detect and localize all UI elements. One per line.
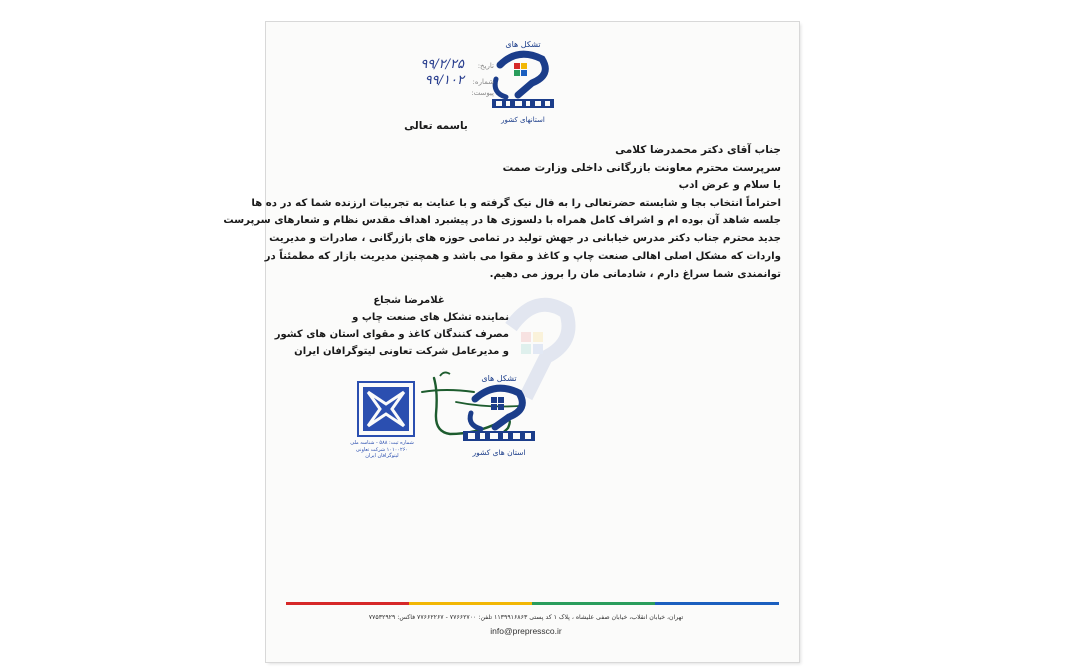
association-stamp-logo-icon [459, 383, 539, 443]
body-paragraph [223, 195, 781, 284]
body-line: جدید محترم جناب دکتر مدرس خیابانی در جهش تولید در تمامی حوزه های بازرگانی ، صادرات و مدیریت [269, 233, 781, 245]
body-line: توانمندی شما سراغ دارم ، شادمانی مان را بروز می دهیم. [489, 268, 781, 280]
date-value: ۹۹/۲/۲۵ [420, 57, 464, 72]
number-value: ۹۹/۱۰۲ [424, 73, 464, 88]
body-line: احتراماً انتخاب بجا و شایسته حضرتعالی را به فال نیک گرفته و با عنایت به تجربیات ارزنده شما که در ده ها [251, 197, 781, 209]
signatory-name: غلامرضا شجاع [373, 295, 445, 306]
salutation: باسمه تعالی [404, 120, 468, 132]
letterhead [486, 40, 560, 124]
number-label: شماره: [472, 78, 494, 86]
signatory-line: و مدیرعامل شرکت تعاونی لیتوگرافان ایران [294, 346, 509, 357]
signatory-block [274, 292, 509, 360]
greeting: با سلام و عرض ادب [678, 179, 781, 191]
recipient-title: سرپرست محترم معاونت بازرگانی داخلی وزارت صمت [502, 161, 781, 174]
recipient: جناب آقای دکتر محمدرضا کلامی [615, 144, 781, 156]
cooperative-stamp-icon [356, 380, 416, 438]
attachment-row [384, 89, 494, 105]
letter-meta [384, 57, 494, 105]
signatory-line: نماینده تشکل های صنعت چاپ و [352, 312, 509, 323]
attachment-label: پیوست: [471, 89, 494, 97]
letterhead-org-top: تشکل های [505, 40, 541, 49]
printing-association-logo-icon [488, 49, 558, 111]
body-line: جلسه شاهد آن بوده ام و اشراف کامل همراه با دلسوزی ها در پیشبرد اهداف مقدس نظام و شعارهای سرپرست [223, 215, 781, 227]
signatory-line: مصرف کنندگان کاغذ و مقوای استان های کشور [274, 329, 509, 340]
letter-page [223, 22, 799, 662]
letter-body [223, 120, 781, 283]
body-line: واردات که مشکل اصلی اهالی صنعت چاپ و کاغذ و مقوا می باشد و همچنین مدیریت بازار که مطمئناً در [264, 250, 781, 262]
cooperative-stamp-caption: شماره ثبت: ۵۸۸ - شناسه ملی ۱۰۱۰۰۲۶۰ شرکت تعاونی لیتوگرافان ایران [350, 440, 414, 459]
footer-address: تهران، خیابان انقلاب، خیابان صفی علیشاه ، پلاک ۱ کد پستی ۱۱۳۹۹۱۶۸۶۳ تلفن: ۷۷۶۶۲۷۰۰ - ۷۷۶۶۲۲۶۷ فاکس: ۷۷۵۳۲۹۲۹ [368, 614, 684, 621]
association-stamp [456, 374, 542, 457]
footer-email: info@prepressco.ir [490, 626, 562, 636]
number-row [384, 73, 494, 89]
association-stamp-org-bottom: استان های کشور [472, 448, 526, 457]
date-label: تاریخ: [477, 62, 494, 70]
letterhead-org-bottom: استانهای کشور [501, 116, 545, 124]
association-stamp-org-top: تشکل های [481, 374, 517, 383]
color-bar-divider [286, 602, 779, 605]
date-row [384, 57, 494, 73]
